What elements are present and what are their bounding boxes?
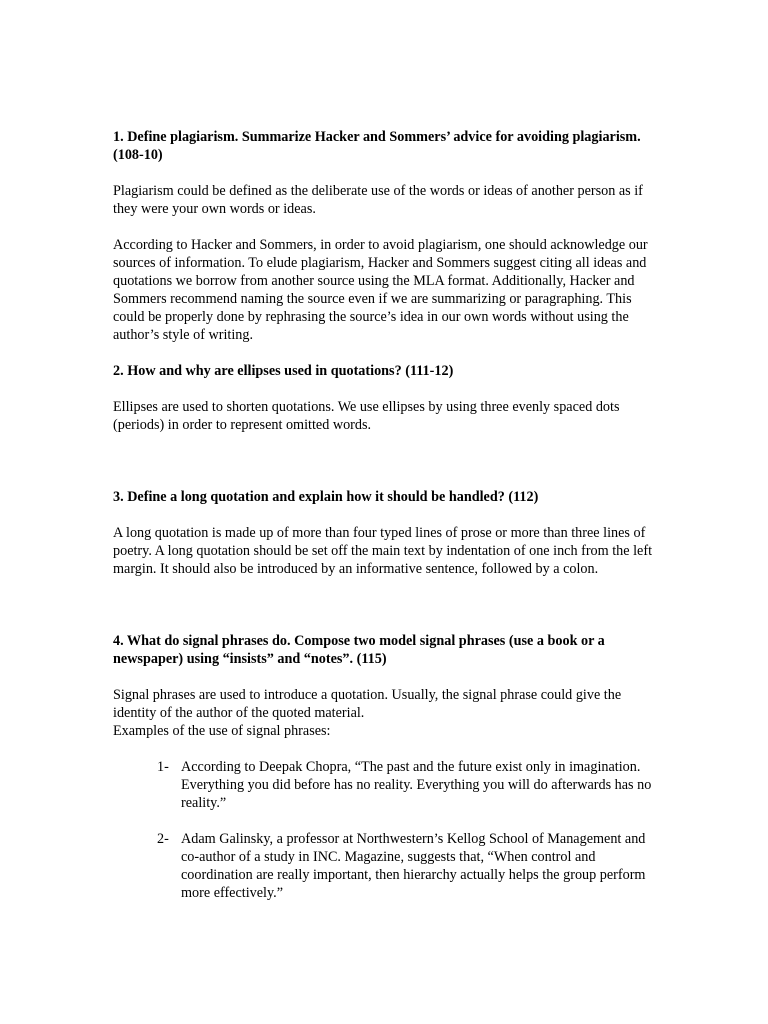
- question-3-heading: 3. Define a long quotation and explain how it should be handled? (112): [113, 489, 539, 505]
- section-1: [113, 128, 658, 344]
- examples-list: [113, 758, 658, 902]
- list-item-number: 2-: [157, 831, 169, 847]
- answer-3-paragraph-1: A long quotation is made up of more than four typed lines of prose or more than three lines of poetry. A long quotation should be set off the main text by indentation of one inch from the left margin. It should also be introduced by an informative sentence, followed by a colon.: [113, 525, 653, 577]
- list-item: [113, 830, 658, 902]
- list-item-text: According to Deepak Chopra, “The past and the future exist only in imagination. Everything you did before has no reality. Everything you will do afterwards has no reality.”: [181, 759, 652, 811]
- question-2-heading: 2. How and why are ellipses used in quotations? (111-12): [113, 363, 454, 379]
- answer-1-paragraph-1: Plagiarism could be defined as the deliberate use of the words or ideas of another person as if they were your own words or ideas.: [113, 183, 643, 217]
- question-4-heading: 4. What do signal phrases do. Compose two model signal phrases (use a book or a newspaper) using “insists” and “notes”. (115): [113, 633, 605, 667]
- examples-intro: Examples of the use of signal phrases:: [113, 723, 331, 739]
- list-item-text: Adam Galinsky, a professor at Northwestern’s Kellog School of Management and co-author of a study in INC. Magazine, suggests that, “When control and coordination are really important, then hierarchy actually helps the group perform more effectively.”: [181, 831, 646, 901]
- section-2: [113, 362, 658, 434]
- spacer: [113, 596, 658, 632]
- section-4: [113, 632, 658, 902]
- document-page: [113, 128, 658, 920]
- list-item: [113, 758, 658, 812]
- spacer: [113, 452, 658, 488]
- list-item-number: 1-: [157, 759, 169, 775]
- answer-4-paragraph-1: Signal phrases are used to introduce a quotation. Usually, the signal phrase could give the identity of the author of the quoted material.: [113, 687, 622, 721]
- answer-2-paragraph-1: Ellipses are used to shorten quotations. We use ellipses by using three evenly spaced dots (periods) in order to represent omitted words.: [113, 399, 620, 433]
- answer-1-paragraph-2: According to Hacker and Sommers, in order to avoid plagiarism, one should acknowledge our sources of information. To elude plagiarism, Hacker and Sommers suggest citing all ideas and quotations we borrow from another source using the MLA format. Additionally, Hacker and Sommers recommend naming the source even if we are summarizing or paragraphing. This could be properly done by rephrasing the source’s idea in our own words without using the author’s style of writing.: [113, 237, 648, 343]
- section-3: [113, 488, 658, 578]
- question-1-heading: 1. Define plagiarism. Summarize Hacker and Sommers’ advice for avoiding plagiarism. (108-10): [113, 129, 641, 163]
